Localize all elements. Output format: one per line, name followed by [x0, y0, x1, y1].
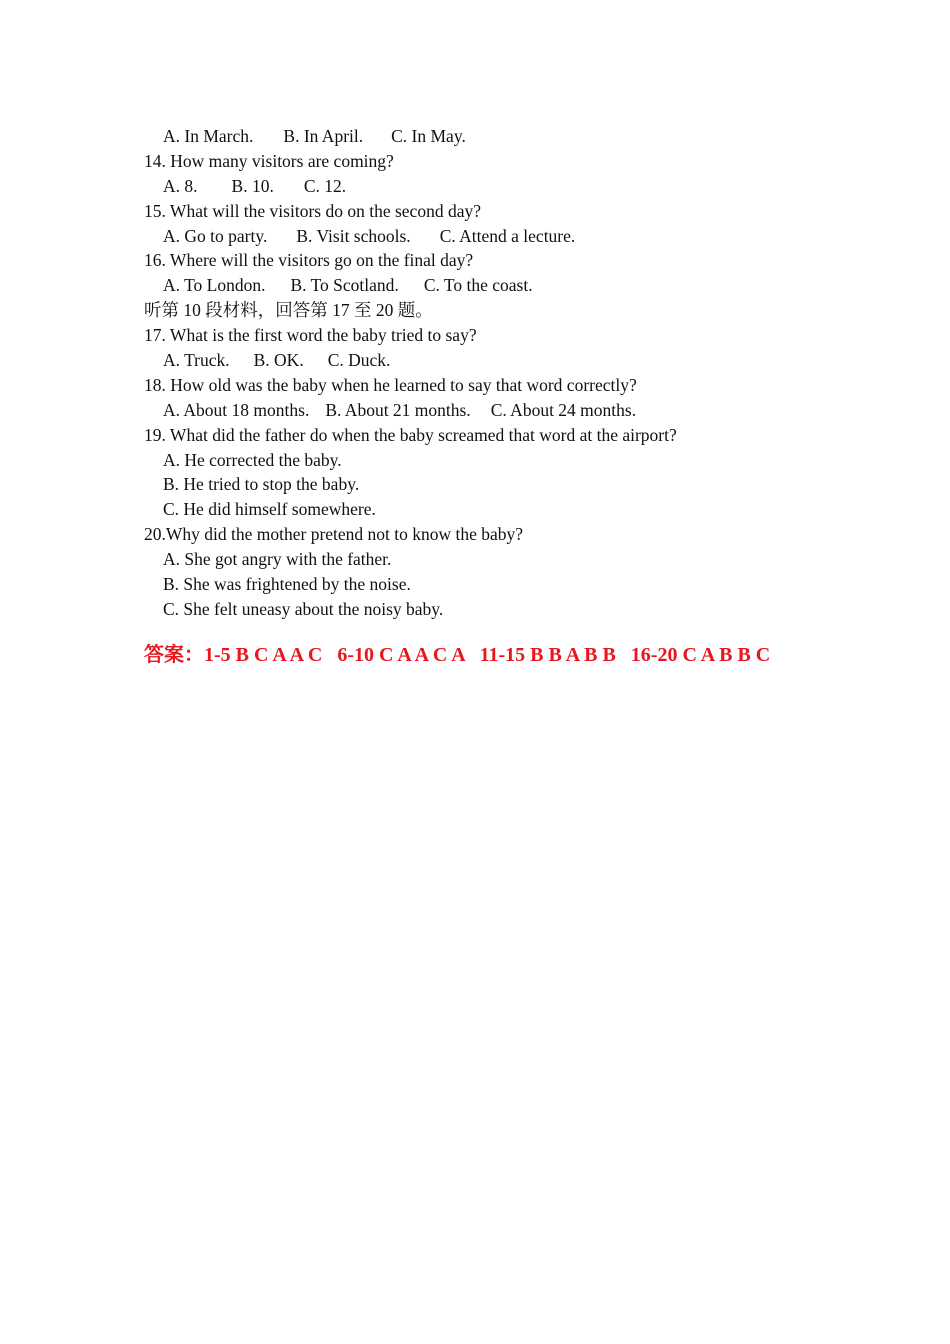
options-line [144, 398, 824, 423]
answer-option: B. In April. [283, 126, 364, 146]
question-line: 14. How many visitors are coming? [144, 150, 394, 171]
answer-option: C. He did himself somewhere. [163, 499, 376, 520]
answer-option: B. About 21 months. [325, 399, 471, 420]
options-line [144, 597, 824, 622]
question-line: 16. Where will the visitors go on the final day? [144, 250, 474, 271]
answer-key [144, 643, 824, 668]
answer-option: A. She got angry with the father. [163, 549, 392, 570]
options-line [144, 448, 824, 473]
answer-option: C. To the coast. [423, 275, 533, 296]
question-line: 18. How old was the baby when he learned to say that word correctly? [144, 374, 637, 395]
answer-option: C. Attend a lecture. [439, 225, 576, 246]
question-list [144, 124, 824, 622]
answer-option: A. In March. [163, 126, 254, 146]
answer-option: C. Duck. [327, 350, 391, 371]
options-line [144, 174, 824, 199]
answer-option: C. She felt uneasy about the noisy baby. [163, 598, 444, 619]
question-line: 20.Why did the mother pretend not to know the baby? [144, 524, 524, 545]
question-line: 17. What is the first word the baby tried to say? [144, 325, 477, 346]
options-line [144, 497, 824, 522]
answer-option: A. 8. [163, 175, 198, 196]
answer-option: C. 12. [303, 175, 347, 196]
options-line [144, 124, 824, 149]
answer-group: 6-10 C A A C A [337, 643, 465, 666]
answer-option: A. About 18 months. [163, 399, 310, 420]
options-line [144, 273, 824, 298]
answer-option: B. OK. [253, 350, 304, 371]
answer-option: A. Go to party. [163, 225, 268, 246]
answer-option: B. To Scotland. [290, 275, 399, 296]
question-line: 听第 10 段材料，回答第 17 至 20 题。 [144, 300, 433, 321]
options-line [144, 547, 824, 572]
answer-groups [204, 644, 770, 666]
options-line [144, 224, 824, 249]
answer-option: A. He corrected the baby. [163, 449, 342, 470]
answer-option: C. About 24 months. [490, 399, 637, 420]
options-line [144, 348, 824, 373]
answer-group: 16-20 C A B B C [630, 643, 771, 666]
answer-option: B. She was frightened by the noise. [163, 574, 411, 595]
question-line: 19. What did the father do when the baby screamed that word at the airport? [144, 424, 677, 445]
answer-group: 1-5 B C A A C [204, 643, 323, 666]
options-line [144, 472, 824, 497]
answer-option: C. In May. [391, 126, 466, 146]
question-line: 15. What will the visitors do on the second day? [144, 200, 481, 221]
document-page [144, 124, 824, 668]
answer-option: A. To London. [163, 275, 266, 296]
answer-group: 11-15 B B A B B [479, 643, 616, 666]
answer-option: B. He tried to stop the baby. [163, 474, 360, 495]
answer-label: 答案： [144, 643, 204, 666]
options-line [144, 572, 824, 597]
answer-option: B. 10. [231, 175, 274, 196]
answer-option: A. Truck. [163, 350, 230, 371]
answer-option: B. Visit schools. [296, 225, 411, 246]
